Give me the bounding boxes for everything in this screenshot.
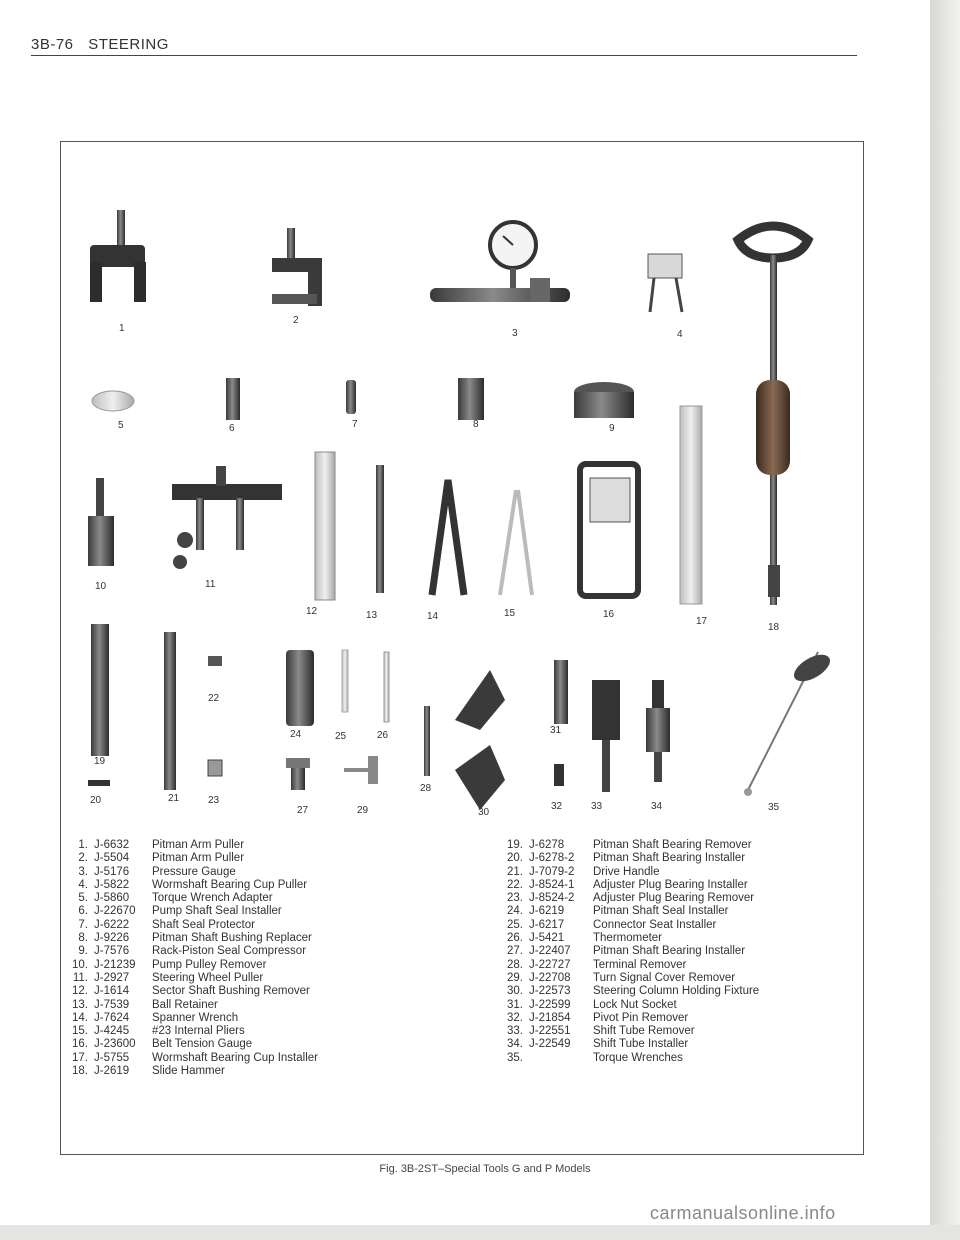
tool-24-seal-installer (286, 650, 314, 726)
legend-entry (495, 1038, 759, 1051)
legend-part-number: J-22549 (529, 1038, 571, 1051)
legend-part-number: J-22573 (529, 985, 571, 998)
legend-entry (60, 1065, 318, 1078)
legend-part-number: J-7576 (94, 945, 130, 958)
legend-part-number: J-22708 (529, 971, 571, 984)
legend-tool-name: Wormshaft Bearing Cup Puller (152, 878, 308, 891)
callout-14: 14 (427, 611, 439, 622)
legend-tool-name: Ball Retainer (152, 998, 218, 1011)
legend-entry (495, 1012, 759, 1025)
legend-entry (60, 1038, 318, 1051)
legend-entry (60, 839, 318, 852)
legend-entry (495, 999, 759, 1012)
legend-number: 5. (78, 892, 88, 905)
legend-entry (60, 919, 318, 932)
legend-tool-name: Torque Wrench Adapter (152, 892, 273, 905)
legend-number: 20. (507, 852, 523, 865)
legend-number: 32. (507, 1011, 523, 1024)
legend-entry (60, 852, 318, 865)
legend-part-number: J-21239 (94, 958, 136, 971)
legend-tool-name: Slide Hammer (152, 1065, 225, 1078)
legend-tool-name: Pressure Gauge (152, 865, 236, 878)
legend-number: 34. (507, 1038, 523, 1051)
tool-22-plug-installer (208, 656, 222, 666)
callout-22: 22 (208, 693, 220, 704)
tool-1-pitman-arm-puller (90, 210, 146, 302)
legend-tool-name: Shift Tube Installer (593, 1038, 689, 1051)
tool-14-spanner-wrench (432, 480, 464, 595)
legend-number: 24. (507, 905, 523, 918)
legend-part-number: J-7079-2 (529, 865, 575, 878)
legend-number: 22. (507, 878, 523, 891)
legend-entry (60, 1025, 318, 1038)
legend-tool-name: #23 Internal Pliers (152, 1025, 245, 1038)
legend-tool-name: Pitman Arm Puller (152, 839, 245, 851)
tool-30-holding-fixture (455, 670, 505, 810)
legend-part-number: J-6632 (94, 839, 130, 851)
legend-number: 14. (72, 1011, 88, 1024)
legend-number: 19. (507, 839, 523, 851)
callout-31: 31 (550, 725, 562, 736)
legend-part-number: J-4245 (94, 1025, 130, 1038)
callout-28: 28 (420, 783, 432, 794)
legend-entry (495, 905, 759, 918)
legend-entry (60, 879, 318, 892)
figure-caption: Fig. 3B-2ST–Special Tools G and P Models (379, 1163, 591, 1175)
callout-30: 30 (478, 807, 490, 818)
tool-2-pitman-arm-puller (272, 228, 322, 306)
legend-tool-name: Pitman Arm Puller (152, 852, 245, 865)
legend-part-number: J-6219 (529, 905, 565, 918)
legend-entry (60, 892, 318, 905)
tool-20-bearing-installer (88, 780, 110, 786)
tool-18-slide-hammer (738, 226, 808, 605)
legend-number: 7. (78, 918, 88, 931)
legend-part-number: J-5755 (94, 1051, 130, 1064)
legend-entry (60, 972, 318, 985)
tool-25-seat-installer (342, 650, 348, 712)
tool-7-seal-protector (346, 380, 356, 414)
legend-tool-name: Pitman Shaft Bearing Installer (593, 945, 746, 958)
callout-35: 35 (768, 802, 780, 813)
legend-part-number: J-5822 (94, 878, 130, 891)
callout-29: 29 (357, 805, 369, 816)
legend-tool-name: Adjuster Plug Bearing Remover (593, 892, 755, 905)
legend-part-number: J-22599 (529, 998, 571, 1011)
legend-tool-name: Drive Handle (593, 865, 660, 878)
legend-tool-name: Pump Pulley Remover (152, 958, 267, 971)
callout-25: 25 (335, 731, 347, 742)
legend-entry (495, 972, 759, 985)
legend-number: 27. (507, 945, 523, 958)
legend-part-number: J-8524-1 (529, 878, 575, 891)
legend-tool-name: Shaft Seal Protector (152, 918, 255, 931)
callout-11: 11 (205, 579, 216, 590)
tool-19-bearing-remover (91, 624, 109, 756)
tool-28-terminal-remover (424, 706, 430, 776)
legend-number: 17. (72, 1051, 88, 1064)
callout-21: 21 (168, 793, 180, 804)
callout-20: 20 (90, 795, 102, 806)
legend-entry (60, 1012, 318, 1025)
legend-tool-name: Pump Shaft Seal Installer (152, 905, 282, 918)
tool-27-bearing-installer (286, 758, 310, 790)
tool-6-seal-installer (226, 378, 240, 420)
tool-11-wheel-puller (172, 466, 282, 569)
legend-part-number: J-5860 (94, 892, 130, 905)
legend-entry (495, 879, 759, 892)
tool-26-thermometer (384, 652, 389, 722)
legend-part-number: J-2619 (94, 1065, 130, 1078)
legend-entry (60, 866, 318, 879)
tool-34-shift-tube-installer (646, 680, 670, 782)
section-number: 3B-76 (31, 36, 74, 53)
callout-27: 27 (297, 805, 309, 816)
legend-entry (60, 1052, 318, 1065)
callout-8: 8 (473, 419, 479, 430)
legend-number: 33. (507, 1025, 523, 1038)
legend-number: 16. (72, 1038, 88, 1051)
tool-17-cup-installer (680, 406, 702, 604)
legend-number: 12. (72, 985, 88, 998)
legend-part-number: J-5176 (94, 865, 130, 878)
legend-number: 3. (78, 865, 88, 878)
legend-part-number: J-21854 (529, 1011, 571, 1024)
tool-4-cup-puller (648, 254, 682, 312)
legend-number: 15. (72, 1025, 88, 1038)
tool-legend-left (60, 839, 318, 1078)
legend-number: 21. (507, 865, 523, 878)
legend-part-number: J-8524-2 (529, 892, 575, 905)
callout-32: 32 (551, 801, 563, 812)
section-title: STEERING (88, 36, 169, 53)
legend-tool-name: Pitman Shaft Seal Installer (593, 905, 729, 918)
legend-part-number: J-6217 (529, 918, 565, 931)
legend-entry (495, 852, 759, 865)
legend-entry (60, 999, 318, 1012)
tool-5-torque-wrench-adapter (92, 391, 134, 411)
legend-part-number: J-5504 (94, 852, 130, 865)
legend-entry (495, 945, 759, 958)
scan-edge-bottom (0, 1225, 960, 1240)
legend-tool-name: Turn Signal Cover Remover (593, 971, 736, 984)
legend-part-number: J-1614 (94, 985, 130, 998)
legend-number: 4. (78, 878, 88, 891)
callout-18: 18 (768, 622, 780, 633)
legend-tool-name: Pitman Shaft Bearing Installer (593, 852, 746, 865)
legend-entry (60, 905, 318, 918)
callout-7: 7 (352, 419, 358, 430)
tool-23-plug-remover (208, 760, 222, 776)
legend-number: 30. (507, 985, 523, 998)
callout-16: 16 (603, 609, 615, 620)
scan-edge-right (930, 0, 960, 1240)
callout-6: 6 (229, 423, 235, 434)
legend-tool-name: Shift Tube Remover (593, 1025, 695, 1038)
legend-number: 35. (507, 1051, 523, 1064)
callout-23: 23 (208, 795, 220, 806)
callout-26: 26 (377, 730, 389, 741)
legend-part-number: J-6222 (94, 918, 130, 931)
legend-entry (495, 866, 759, 879)
tool-3-pressure-gauge (430, 222, 570, 302)
legend-tool-name: Connector Seat Installer (593, 918, 717, 931)
tool-29-cover-remover (344, 756, 378, 784)
legend-number: 18. (72, 1065, 88, 1078)
legend-tool-name: Thermometer (593, 932, 663, 945)
legend-number: 6. (78, 905, 88, 918)
callout-15: 15 (504, 608, 516, 619)
legend-number: 23. (507, 892, 523, 905)
tool-13-ball-retainer (376, 465, 384, 593)
legend-number: 25. (507, 918, 523, 931)
legend-tool-name: Pitman Shaft Bushing Replacer (152, 932, 312, 945)
legend-entry (60, 932, 318, 945)
legend-entry (60, 945, 318, 958)
legend-tool-name: Terminal Remover (593, 958, 687, 971)
legend-part-number: J-9226 (94, 932, 130, 945)
legend-part-number: J-5421 (529, 932, 565, 945)
legend-entry (495, 985, 759, 998)
tool-32-pivot-pin-remover (554, 764, 564, 786)
callout-2: 2 (293, 315, 299, 326)
legend-tool-name: Steering Wheel Puller (152, 971, 264, 984)
legend-part-number: J-23600 (94, 1038, 136, 1051)
legend-tool-name: Lock Nut Socket (593, 998, 677, 1011)
tool-9-seal-compressor (574, 382, 634, 418)
tool-31-lock-nut-socket (554, 660, 568, 724)
callout-12: 12 (306, 606, 318, 617)
callout-10: 10 (95, 581, 107, 592)
legend-entry (495, 959, 759, 972)
tool-10-pulley-remover (88, 478, 114, 566)
legend-number: 2. (78, 852, 88, 865)
callout-24: 24 (290, 729, 302, 740)
legend-number: 28. (507, 958, 523, 971)
legend-entry (495, 1025, 759, 1038)
legend-number: 31. (507, 998, 523, 1011)
legend-number: 1. (78, 839, 88, 851)
callout-3: 3 (512, 328, 518, 339)
legend-tool-name: Spanner Wrench (152, 1011, 239, 1024)
callout-19: 19 (94, 756, 106, 767)
callout-17: 17 (696, 616, 708, 627)
callout-1: 1 (119, 323, 125, 334)
legend-entry (60, 959, 318, 972)
tool-35-torque-wrench (744, 649, 834, 796)
legend-number: 9. (78, 945, 88, 958)
legend-entry (495, 1052, 759, 1065)
legend-number: 10. (72, 958, 88, 971)
tool-15-internal-pliers (500, 490, 532, 595)
tool-legend-right (495, 839, 759, 1065)
legend-tool-name: Pitman Shaft Bearing Remover (593, 839, 752, 851)
tool-16-belt-tension-gauge (580, 464, 638, 596)
legend-part-number: J-2927 (94, 971, 130, 984)
legend-entry (495, 932, 759, 945)
legend-number: 29. (507, 971, 523, 984)
legend-part-number: J-7624 (94, 1011, 130, 1024)
legend-part-number: J-6278 (529, 839, 565, 851)
legend-number: 13. (72, 998, 88, 1011)
legend-part-number: J-7539 (94, 998, 130, 1011)
callout-5: 5 (118, 420, 124, 431)
legend-part-number: J-22727 (529, 958, 571, 971)
callout-34: 34 (651, 801, 663, 812)
callout-13: 13 (366, 610, 378, 621)
legend-number: 26. (507, 932, 523, 945)
legend-entry (495, 892, 759, 905)
legend-tool-name: Rack-Piston Seal Compressor (152, 945, 307, 958)
legend-tool-name: Steering Column Holding Fixture (593, 985, 760, 998)
legend-part-number: J-6278-2 (529, 852, 575, 865)
legend-entry (495, 919, 759, 932)
tool-8-bushing-replacer (458, 378, 484, 420)
legend-part-number: J-22407 (529, 945, 571, 958)
legend-tool-name: Sector Shaft Bushing Remover (152, 985, 310, 998)
tool-21-drive-handle (164, 632, 176, 790)
legend-tool-name: Torque Wrenches (593, 1051, 683, 1064)
legend-part-number: J-22670 (94, 905, 136, 918)
legend-entry (495, 839, 759, 852)
callout-9: 9 (609, 423, 615, 434)
legend-tool-name: Adjuster Plug Bearing Installer (593, 878, 748, 891)
legend-tool-name: Belt Tension Gauge (152, 1038, 253, 1051)
tool-12-bushing-remover (315, 452, 335, 600)
legend-entry (60, 985, 318, 998)
callout-33: 33 (591, 801, 603, 812)
legend-tool-name: Wormshaft Bearing Cup Installer (152, 1051, 318, 1064)
legend-tool-name: Pivot Pin Remover (593, 1011, 689, 1024)
tool-33-shift-tube-remover (592, 680, 620, 792)
watermark: carmanualsonline.info (650, 1203, 836, 1223)
legend-number: 8. (78, 932, 88, 945)
legend-number: 11. (72, 971, 88, 984)
legend-part-number: J-22551 (529, 1025, 571, 1038)
callout-4: 4 (677, 329, 683, 340)
